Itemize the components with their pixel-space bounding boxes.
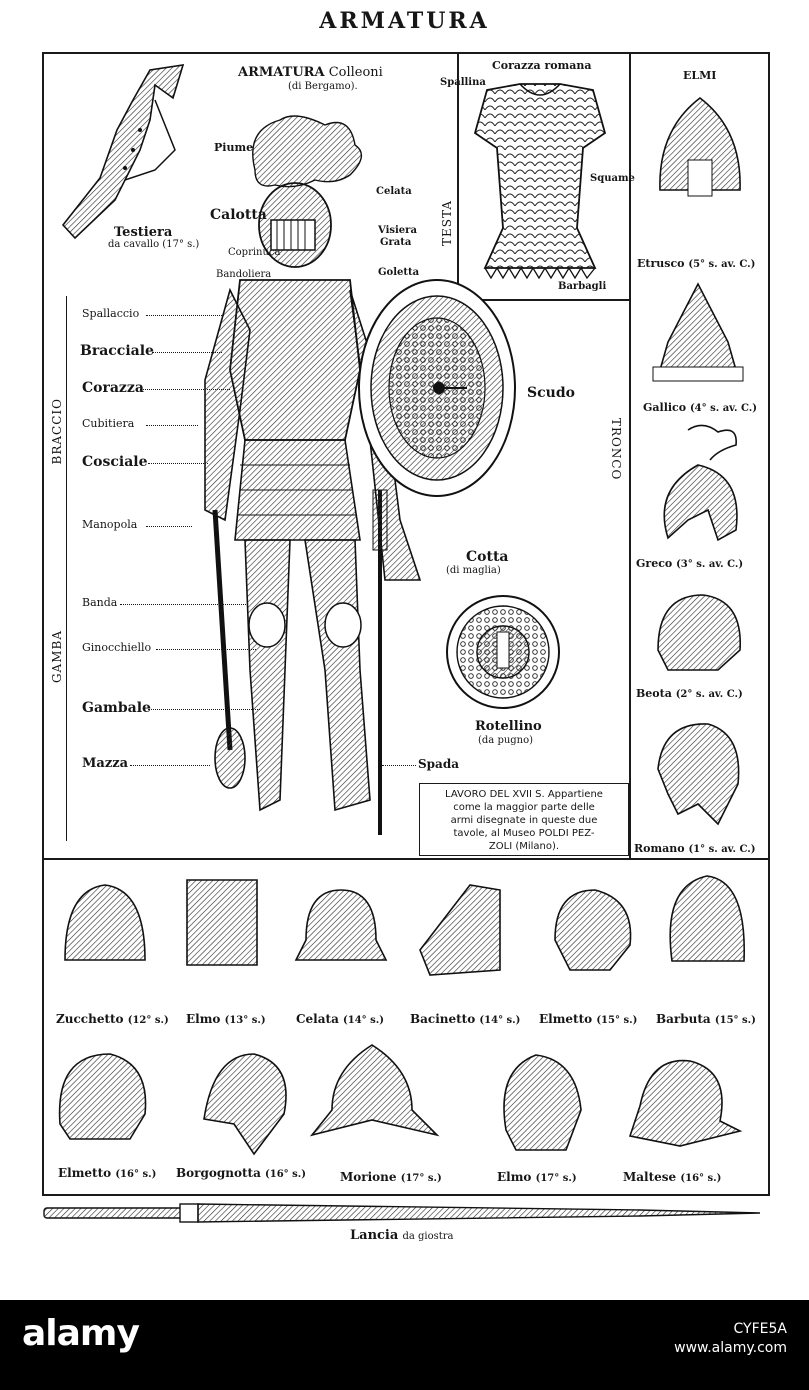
helmet-row2-name-1: Borgognotta: [176, 1166, 261, 1180]
elmi-name-4: Romano: [634, 842, 685, 855]
helmet-row2-item-1: [176, 1167, 306, 1180]
row2-illustration-4: [620, 1046, 730, 1166]
row1-helmet-shape-5: [670, 876, 744, 961]
helmet-row2-name-2: Morione: [340, 1170, 397, 1184]
row1-helmet-shape-2: [296, 890, 386, 960]
helmet-row2-item-0: [58, 1167, 156, 1180]
main-figure-title-bold: ARMATURA: [238, 65, 325, 80]
leader-spallaccio: [146, 315, 224, 316]
elmi-date-1: (4° s. av. C.): [689, 403, 757, 414]
helmet-row1-name-4: Elmetto: [539, 1012, 593, 1026]
elmi-date-3: (2° s. av. C.): [675, 689, 743, 700]
row1-illustration-2: [286, 880, 396, 1000]
label-spada: Spada: [418, 757, 459, 771]
row2-helmet-shape-1: [204, 1054, 286, 1154]
label-mazza: Mazza: [82, 756, 129, 771]
row2-helmet-shape-2: [312, 1045, 437, 1135]
helmet-beota-illustration: [648, 590, 748, 680]
elmi-item-4: [634, 843, 755, 855]
row2-helmet-shape-4: [630, 1061, 740, 1146]
row1-illustration-4: [540, 880, 650, 1000]
helmet-row1-date-0: (12° s.): [127, 1015, 169, 1026]
lancia-name: Lancia: [350, 1228, 399, 1243]
watermark-info: [674, 1320, 787, 1358]
helmet-row1-name-3: Bacinetto: [410, 1012, 476, 1026]
helmet-row2-name-3: Elmo: [497, 1170, 532, 1184]
scudo-illustration: [347, 268, 527, 508]
watermark-site: www.alamy.com: [674, 1339, 787, 1356]
note-line-5: ZOLI (Milano).: [488, 841, 560, 852]
helmet-row1-date-3: (14° s.): [479, 1015, 521, 1026]
elmi-item-2: [636, 558, 743, 570]
helmet-romano-illustration: [648, 714, 748, 834]
row1-illustration-5: [652, 866, 762, 986]
label-cosciale: Cosciale: [82, 454, 148, 470]
main-figure-title-rest: Colleoni: [328, 65, 383, 80]
testiera-illustration: [55, 60, 205, 240]
helmet-row1-date-5: (15° s.): [714, 1015, 756, 1026]
corazza-barbagli: Barbagli: [558, 281, 607, 292]
lancia-label: [350, 1229, 454, 1242]
testiera-label: Testiera: [114, 225, 173, 240]
label-cubitiera: Cubitiera: [82, 417, 135, 430]
label-celata: Celata: [376, 186, 412, 197]
note-box: [419, 783, 629, 856]
rotellino-label: Rotellino: [475, 719, 542, 734]
main-figure-title: [238, 66, 383, 79]
leader-bracciale: [152, 352, 222, 353]
corazza-squame: Squame: [590, 173, 635, 184]
label-scudo: Scudo: [527, 385, 575, 401]
label-piume: Piume: [214, 141, 254, 154]
elmi-date-4: (1° s. av. C.): [688, 844, 756, 855]
note-line-1: LAVORO DEL XVII S. Appartiene: [445, 789, 603, 800]
helmet-row2-name-0: Elmetto: [58, 1166, 112, 1180]
leader-cubitiera: [146, 425, 198, 426]
row1-illustration-0: [55, 880, 165, 1000]
elmi-date-2: (3° s. av. C.): [676, 559, 744, 570]
helmet-gallico-illustration: [648, 282, 748, 392]
leader-ginocchiello: [156, 649, 256, 650]
corazza-romana-title: Corazza romana: [492, 59, 592, 72]
elmi-item-1: [643, 402, 757, 414]
note-line-3: armi disegnate in queste due: [450, 815, 598, 826]
label-cotta-detail: (di maglia): [446, 565, 501, 576]
label-banda: Banda: [82, 596, 118, 609]
label-gambale: Gambale: [82, 700, 151, 716]
page-title: ARMATURA: [319, 8, 490, 34]
testiera-detail: da cavallo (17° s.): [108, 239, 200, 250]
leader-manopola: [146, 526, 192, 527]
helmet-row1-item-5: [656, 1013, 756, 1026]
row2-illustration-1: [194, 1044, 304, 1164]
helmet-row2-date-0: (16° s.): [115, 1169, 157, 1180]
note-line-2: come la maggior parte delle: [453, 802, 595, 813]
helmet-row2-name-4: Maltese: [623, 1170, 677, 1184]
elmi-name-2: Greco: [636, 557, 673, 570]
helmet-row1-item-0: [56, 1013, 169, 1026]
side-label-tronco: TRONCO: [609, 418, 623, 481]
leader-cosciale: [148, 463, 208, 464]
leader-banda: [120, 604, 246, 605]
helmet-row1-item-2: [296, 1013, 384, 1026]
helmet-greco-illustration: [648, 420, 748, 550]
side-label-testa: TESTA: [440, 200, 454, 246]
label-ginocchiello: Ginocchiello: [82, 641, 152, 654]
elmi-item-3: [636, 688, 743, 700]
helmet-row1-name-2: Celata: [296, 1012, 339, 1026]
label-grata: Grata: [380, 237, 412, 248]
label-manopola: Manopola: [82, 518, 138, 531]
rotellino-illustration: [443, 592, 563, 712]
label-bracciale: Bracciale: [80, 343, 154, 359]
helmet-row1-date-1: (13° s.): [224, 1015, 266, 1026]
helmet-row2-item-4: [623, 1171, 721, 1184]
helmet-row1-item-1: [186, 1013, 266, 1026]
row1-helmet-shape-4: [555, 890, 631, 970]
label-visiera: Visiera: [378, 225, 417, 236]
bracket-line: [66, 296, 67, 841]
label-corazza: Corazza: [82, 380, 144, 396]
helmet-etrusco-illustration: [650, 90, 750, 210]
elmi-date-0: (5° s. av. C.): [688, 259, 756, 270]
helmet-row1-name-0: Zucchetto: [56, 1012, 124, 1026]
helmet-row2-date-4: (16° s.): [680, 1173, 722, 1184]
row1-illustration-1: [172, 870, 282, 990]
helmet-row1-item-3: [410, 1013, 520, 1026]
helmet-row2-item-2: [340, 1171, 442, 1184]
corazza-spallina: Spallina: [440, 77, 486, 88]
row1-illustration-3: [410, 880, 520, 1000]
watermark-image-id: CYFE5A: [733, 1321, 787, 1337]
label-goletta: Goletta: [378, 267, 420, 278]
helmet-row1-item-4: [539, 1013, 637, 1026]
row2-helmet-shape-0: [60, 1054, 146, 1139]
label-calotta: Calotta: [210, 207, 267, 223]
lancia-illustration: [40, 1198, 770, 1228]
elmi-name-1: Gallico: [643, 401, 687, 414]
elmi-heading: ELMI: [683, 69, 717, 82]
note-line-4: tavole, al Museo POLDI PEZ-: [453, 828, 595, 839]
helmet-row2-date-2: (17° s.): [400, 1173, 442, 1184]
helmet-row2-date-3: (17° s.): [535, 1173, 577, 1184]
helmet-row1-date-2: (14° s.): [343, 1015, 385, 1026]
label-spallaccio: Spallaccio: [82, 307, 140, 320]
elmi-name-0: Etrusco: [637, 257, 685, 270]
side-label-gamba: GAMBA: [50, 630, 64, 684]
watermark-logo: alamy: [22, 1313, 139, 1354]
label-coprinuca: Coprinuca: [228, 247, 281, 258]
helmet-row1-name-5: Barbuta: [656, 1012, 711, 1026]
helmet-row1-date-4: (15° s.): [596, 1015, 638, 1026]
row2-illustration-2: [322, 1040, 432, 1160]
leader-corazza: [140, 389, 230, 390]
row2-helmet-shape-3: [504, 1055, 581, 1150]
elmi-name-3: Beota: [636, 687, 672, 700]
helmet-row2-date-1: (16° s.): [265, 1169, 307, 1180]
divider-horizontal: [42, 858, 768, 860]
label-bandoliera: Bandoliera: [216, 269, 272, 280]
lancia-detail: da giostra: [402, 1231, 454, 1242]
leader-spada: [382, 765, 416, 766]
label-cotta: Cotta: [466, 549, 509, 565]
leader-mazza: [130, 765, 210, 766]
row2-illustration-0: [50, 1044, 160, 1164]
main-figure-subtitle: (di Bergamo).: [288, 81, 358, 92]
helmet-row1-name-1: Elmo: [186, 1012, 221, 1026]
row1-helmet-shape-0: [65, 885, 145, 960]
side-label-braccio: BRACCIO: [50, 398, 64, 465]
row1-helmet-shape-3: [420, 885, 500, 975]
row2-illustration-3: [486, 1040, 596, 1160]
leader-gambale: [148, 709, 260, 710]
elmi-item-0: [637, 258, 755, 270]
helmet-row2-item-3: [497, 1171, 577, 1184]
rotellino-detail: (da pugno): [478, 735, 534, 746]
row1-helmet-shape-1: [187, 880, 257, 965]
